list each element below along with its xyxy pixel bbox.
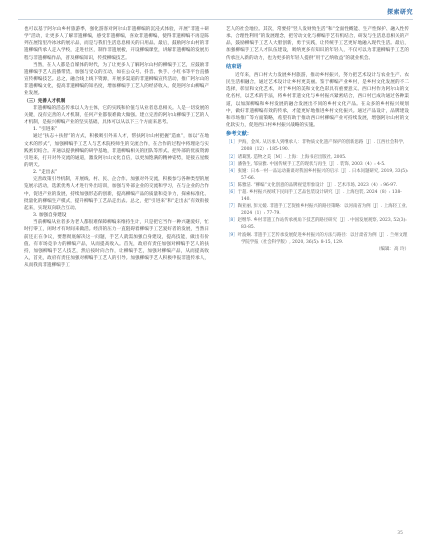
- reference-text: 叶波娴. 非遗手工艺传承发展促进乡村振兴的方法与路径：以甘肃省为例［J］. 兰州文理学院学报（社会科学版）, 2020, 36(5): 8-15, 129.: [237, 232, 408, 245]
- reference-text: 陶亚丽, 彭元媛. 非遗手工艺促推乡村振兴的路径策略：以河南省为例［J］. 上海轻工业, 2024（1）: 77-79.: [237, 204, 408, 217]
- reference-number: ［8］: [226, 218, 238, 224]
- reference-number: ［1］: [226, 140, 238, 146]
- reference-number: ［9］: [226, 232, 238, 238]
- paragraph: 通过“扶志＋扶智”的方式，积极吸引外来人才，帮扶阿尔山村把握“造血”，加以“在地文术的形式”，加强柳编手工艺人与艺术院校师生的交流合作，在合作的过程中将理论与实践密切结合。开通以提供柳编的研学基地，非遗柳编相关的团队等形式。把外部的优质资源引进来，打开对外交流的通道，激发阿尔山文化自信，以更加饱满的精神姿势，迎接五星级的明天。: [24, 134, 209, 168]
- reference-item: [226, 168, 409, 182]
- reference-number: ［3］: [226, 161, 238, 167]
- left-column: [24, 26, 209, 269]
- right-column: [226, 26, 409, 253]
- header-bar: [0, 0, 427, 10]
- paragraph: 近年来，西口村大力发展乡村旅游，推动乡村振兴，努力把艺术设计与农业生产、农民生活相融合，通过艺术设计让乡村更美丽。鉴于柳编产业乡村，是乡村文化发展的不二选择，彰显和文化艺术，对于乡村的美和文化色彩具有重要意义。西口村作为阿尔山的文化名村，以艺术的手法，将乡村非遗文化与乡村振兴紧密结合，西口村已成功通过各种渠道，以加深柳编和乡村发展的融合发展出不同的乡村文化产品。在众多的乡村振兴规划中，做好非遗柳编有效的传承，才能更好地推进乡村文化振兴。通过产品设计，品牌建设和市场推广等方面策略，希望有助于推动西口村柳编产业可持续发展，增强阿尔山村的文化软实力，促进西口村乡村振兴战略的实施。: [226, 72, 409, 129]
- reference-text: 赵继华. 乡村非遗工作站传承视角下技艺的路径研究［J］. 中国发展观察, 2023, 52(3): 83-85.: [237, 218, 407, 231]
- conclusion-heading: 结束语: [226, 63, 242, 70]
- reference-number: ［6］: [226, 190, 238, 195]
- reference-item: [226, 139, 409, 153]
- reference-item: [226, 189, 409, 203]
- reference-item: [226, 217, 409, 231]
- subheading-self-building: 3. 加强自身建设: [33, 213, 67, 219]
- page-number: 35: [397, 531, 403, 536]
- paragraph: 当前柳编从业者多为老人都很难保障柳编来维持生计，只是把它当作一种兴趣爱好，忙时打零工，闲时才有时间来做活。经济的压力一直阻碍着柳编手工艺爱好者的发展，当然日前还正在争议，要想彻底解决这一问题，手艺人就需加强自身建设，提高技能，做出有价值、有市场竞争力的柳编产品，从而提高收入。首先，政府有责任加强对柳编手艺人的扶持，加强柳编手艺人技艺，然后按时向合作，让柳编手艺，加强对柳编产品，从而提高收入，首先，政府有责任加强对柳编手工艺人的引导。加强柳编手艺人积极申报非遗传承人，从而我真非遗柳编手工: [24, 220, 209, 269]
- reference-item: [226, 161, 409, 168]
- reference-item: [226, 232, 409, 246]
- paragraph: 完善政策引导机制，开展线、村、民、企合作。加强对外交流，积极参与各种类型的展览展示活动，选派优秀人才进行外出培训，加强与外部企业的交流和学习，在与企业的合作中，促进产业的发展，持续加强形态的创新，提高柳编产品的质量和竞争力，探索标准化、批量化的柳编生产模式，提升柳编手工艺品走出去。总之，把“引进来”和“走出去”有效衔接起来，实现双向联合互动。: [24, 177, 209, 211]
- references-heading: 参考文献：: [226, 131, 252, 138]
- reference-text: 陈雅洁. “柳编”文化创意的品牌视觉形象设计［J］. 艺术市场, 2023（4）: 96-97.: [237, 182, 398, 188]
- reference-text: 潘鲁生, 邹泉雅. 中国传统手工艺的现状与再生［J］. 装饰, 2003（4）: 4-5.: [237, 161, 386, 167]
- reference-number: ［4］: [226, 168, 238, 174]
- section-tag: 探索研究: [386, 9, 413, 16]
- reference-text: 张娅：日本一村一品运动兼谈对我国乡村振兴的启示［J］. 日本问题研究, 2019, 33(5): 57-66.: [237, 168, 409, 181]
- reference-item: [226, 182, 409, 189]
- editor-credit: （编辑：高 玲）: [376, 246, 409, 252]
- paragraph: 当然，在人人都是自媒体的时代，为了让更多人了解阿尔山村的柳编手工艺，应鼓励非遗柳编手艺人直播带货，加强与受众的互动，如在公众号、抖音、快手、小红书等平台直播宣传柳编技艺。总之，融合线上线下资源，开展多渠道的非遗柳编宣传活动，推广阿尔山的非遗柳编文化，提高非遗柳编的知名度，增加柳编手工艺人的经济收入，促进阿尔山柳编产业发展。: [24, 62, 209, 97]
- reference-number: ［5］: [226, 182, 238, 188]
- reference-number: ［7］: [226, 204, 238, 210]
- header-rule: [18, 19, 413, 20]
- paragraph: 艺人的社会地位。其次，常要持“竖人发财致生活”和“全面性概能、生产性保护、融入性传承、合理性利用”的发展理念，把劳动文化与柳编手艺有机结合，研发与生活息息相关的产品，鼓励柳编手工艺人大胆创新，勇于实践，让传统手工艺更好地融入现代生活。最后，加强柳编手工艺人才队伍建设，吸纳更多有知识的年轻人，不仅可以为非遗柳编手工艺的传承注入新的动力，也为更多的年轻人提供“用于乙纳收益”的就业机会。: [226, 27, 409, 61]
- reference-item: [226, 203, 409, 217]
- reference-text: 于超. 乡村振兴视域下民间手工艺品包装设计研究［J］. 上海包装, 2024（8）: 138-140.: [237, 190, 402, 203]
- paragraph: 非遗柳编的活态传承以人为主体，它的实践和价值与从业者息息相关。人是一切发展的关键，没有完善的人才机制，任何产业都很难做大做强。建立完善的阿尔山柳编手工艺的人才机制，是振兴柳编产业的坚实基础，具体可以从以下三个方面来思考。: [24, 105, 209, 126]
- reference-text: 诸葛凯. 造物之美［M］. 上海：上海书店出版社, 2005.: [237, 154, 347, 160]
- reference-item: [226, 154, 409, 161]
- subheading-bring-in: 1. “引进来”: [33, 127, 58, 133]
- reference-text: 尹海，金凤. 从历承人到继承人：非物质文化遗产保护的创新思路［J］. 江西社会科学, 2008（12）: 185-190.: [237, 140, 405, 153]
- reference-number: ［2］: [226, 154, 238, 160]
- paragraph: 也可以基于阿尔山乡村旅游季，强化游客对阿尔山非遗柳编的沉浸式体验，开展“非遗＋研学”活动，让更多人了解非遗柳编，感受非遗柳编，喜欢非遗柳编，使得非遗柳编不再是陈列在展馆里冷冰冰的展示品，而是与我们生活息息相关的日用品。最后，鼓励阿尔山村的非遗柳编传承人走入学校，走进社区，制作非遗展板，开设柳编课堂，讲解非遗柳编的发展历程与非遗柳编作品，普及柳编知识，传授柳编技艺。: [24, 27, 209, 61]
- subheading-go-out: 2. “走出去”: [33, 170, 58, 176]
- subheading-talent-mechanism: （三）完善人才机制: [24, 98, 66, 104]
